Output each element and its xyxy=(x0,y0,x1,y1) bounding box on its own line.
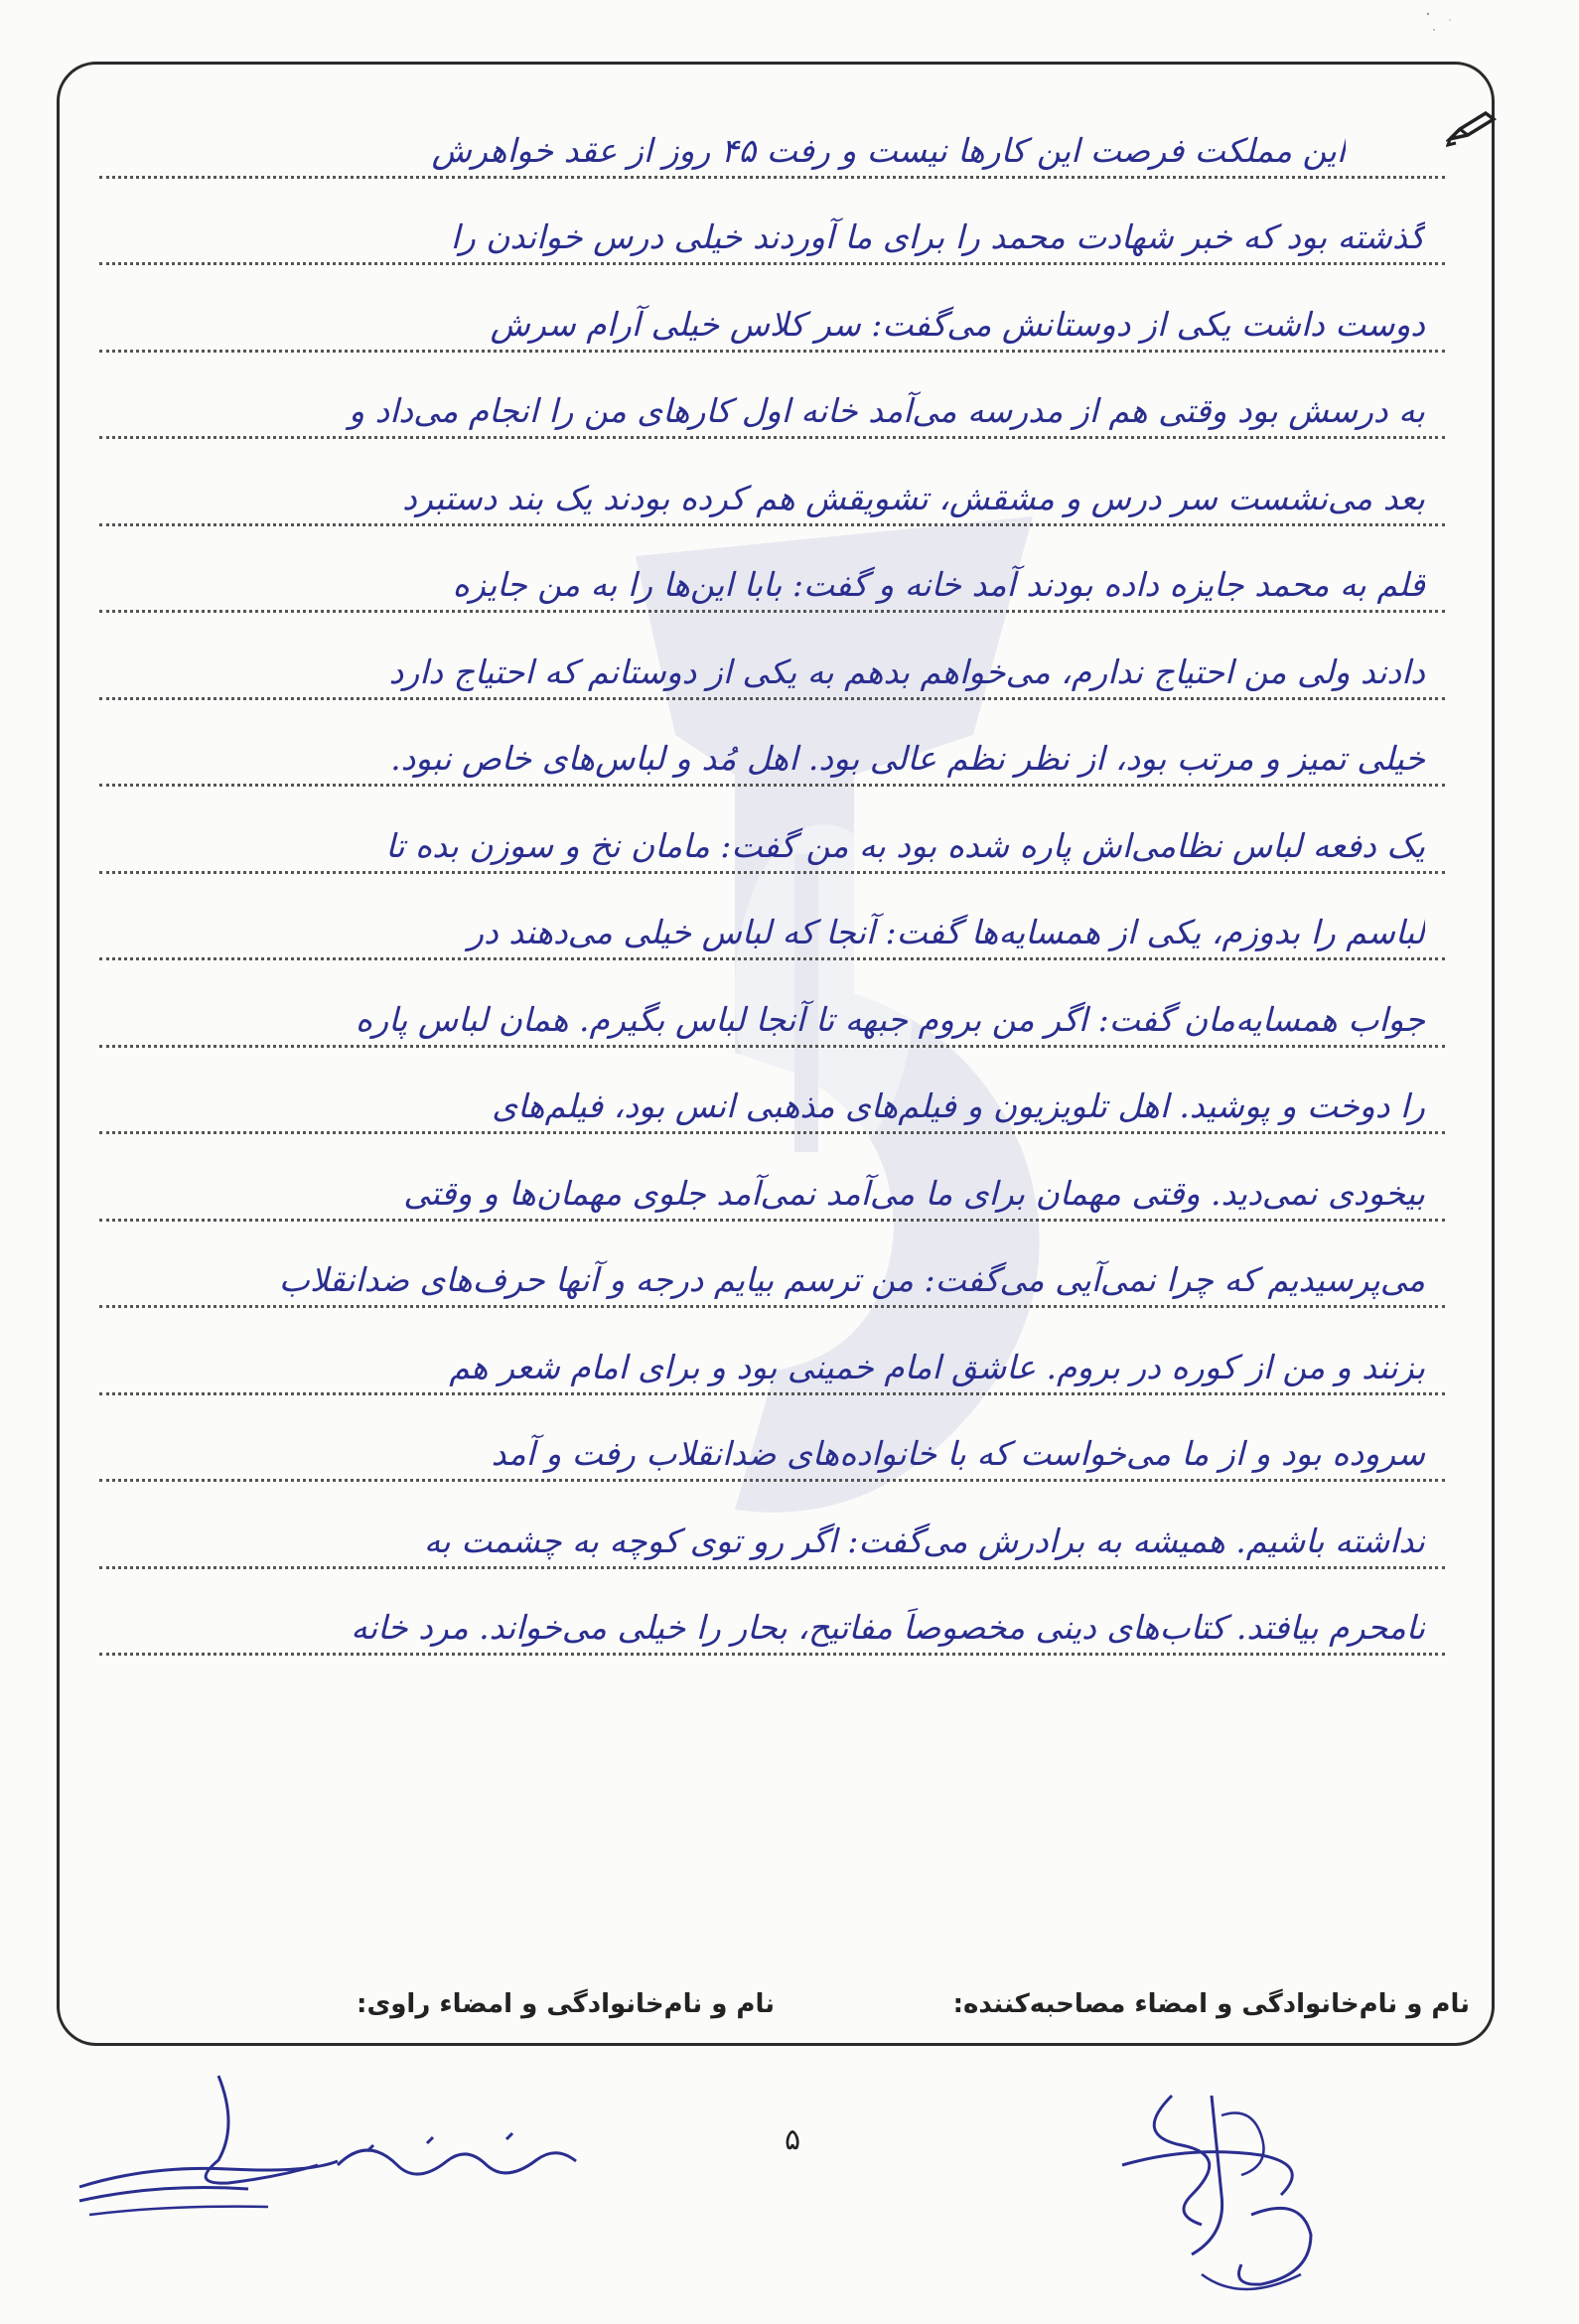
line-text: جواب همسایه‌مان گفت: اگر من بروم جبهه تا آنجا لباس بگیرم. همان لباس پاره xyxy=(355,999,1425,1039)
line-text: بزنند و من از کوره در بروم. عاشق امام خمینی بود و برای امام شعر هم xyxy=(449,1347,1425,1386)
handwritten-line xyxy=(99,1482,1445,1569)
line-text: به درسش بود وقتی هم از مدرسه می‌آمد خانه اول کارهای من را انجام می‌داد و xyxy=(349,391,1425,430)
line-text: لباسم را بدوزم، یکی از همسایه‌ها گفت: آنجا که لباس خیلی می‌دهند در xyxy=(468,913,1425,951)
line-text: دادند ولی من احتیاج ندارم، می‌خواهم بدهم به یکی از دوستانم که احتیاج دارد xyxy=(388,652,1425,691)
handwritten-line xyxy=(99,1569,1445,1657)
narrator-signature xyxy=(70,2066,586,2225)
line-text: نامحرم بیافتد. کتاب‌های دینی مخصوصاً مفاتیح، بحار را خیلی می‌خواند. مرد خانه xyxy=(351,1608,1425,1647)
line-text: را دوخت و پوشید. اهل تلویزیون و فیلم‌های مذهبی انس بود، فیلم‌های xyxy=(492,1087,1425,1125)
handwritten-line xyxy=(99,960,1445,1048)
line-text: گذشته بود که خبر شهادت محمد را برای ما آوردند خیلی درس خواندن را xyxy=(450,218,1425,256)
handwritten-line xyxy=(99,179,1445,266)
signature-labels xyxy=(99,1989,1490,2033)
handwritten-line xyxy=(99,613,1445,700)
line-text: دوست داشت یکی از دوستانش می‌گفت: سر کلاس خیلی آرام سرش xyxy=(490,304,1425,344)
scan-specks xyxy=(1420,8,1460,38)
handwritten-line xyxy=(99,874,1445,961)
handwritten-line xyxy=(99,526,1445,614)
line-text: می‌پرسیدیم که چرا نمی‌آیی می‌گفت: من ترسم بیایم درجه و آنها حرف‌های ضدانقلاب xyxy=(278,1260,1425,1299)
line-text: یک دفعه لباس نظامی‌اش پاره شده بود به من گفت: مامان نخ و سوزن بده تا xyxy=(385,825,1425,865)
page-number: ۵ xyxy=(784,2122,801,2157)
line-text: بیخودی نمی‌دید. وقتی مهمان برای ما می‌آمد نمی‌آمد جلوی مهمان‌ها و وقتی xyxy=(403,1173,1425,1213)
narrator-signature-label: نام و نام‌خانوادگی و امضاء راوی: xyxy=(357,1989,775,2019)
handwritten-line xyxy=(99,1222,1445,1309)
interviewer-signature-label: نام و نام‌خانوادگی و امضاء مصاحبه‌کننده: xyxy=(952,1989,1470,2019)
handwritten-line xyxy=(99,1308,1445,1395)
handwritten-line xyxy=(99,1048,1445,1135)
pen-writing-icon xyxy=(1446,107,1500,147)
handwritten-line xyxy=(99,1395,1445,1483)
line-text: نداشته باشیم. همیشه به برادرش می‌گفت: اگر رو توی کوچه به چشمت به xyxy=(423,1521,1425,1560)
handwritten-line xyxy=(99,353,1445,440)
interviewer-signature xyxy=(1112,2076,1351,2314)
handwritten-line xyxy=(99,700,1445,788)
handwritten-line xyxy=(99,787,1445,874)
handwritten-line xyxy=(99,439,1445,526)
handwritten-line xyxy=(99,91,1445,179)
handwritten-text-area xyxy=(99,91,1445,1656)
line-text: قلم به محمد جایزه داده بودند آمد خانه و گفت: بابا این‌ها را به من جایزه xyxy=(452,565,1425,604)
line-text: سروده بود و از ما می‌خواست که با خانواده‌های ضدانقلاب رفت و آمد xyxy=(491,1434,1425,1473)
line-text: خیلی تمیز و مرتب بود، از نظر نظم عالی بود. اهل مُد و لباس‌های خاص نبود. xyxy=(390,739,1425,778)
handwritten-line xyxy=(99,265,1445,353)
handwritten-line xyxy=(99,1134,1445,1222)
line-text: این مملکت فرصت این کارها نیست و رفت ۴۵ روز از عقد خواهرش xyxy=(431,130,1346,170)
line-text: بعد می‌نشست سر درس و مشقش، تشویقش هم کرده بودند یک بند دستبرد xyxy=(402,478,1425,517)
